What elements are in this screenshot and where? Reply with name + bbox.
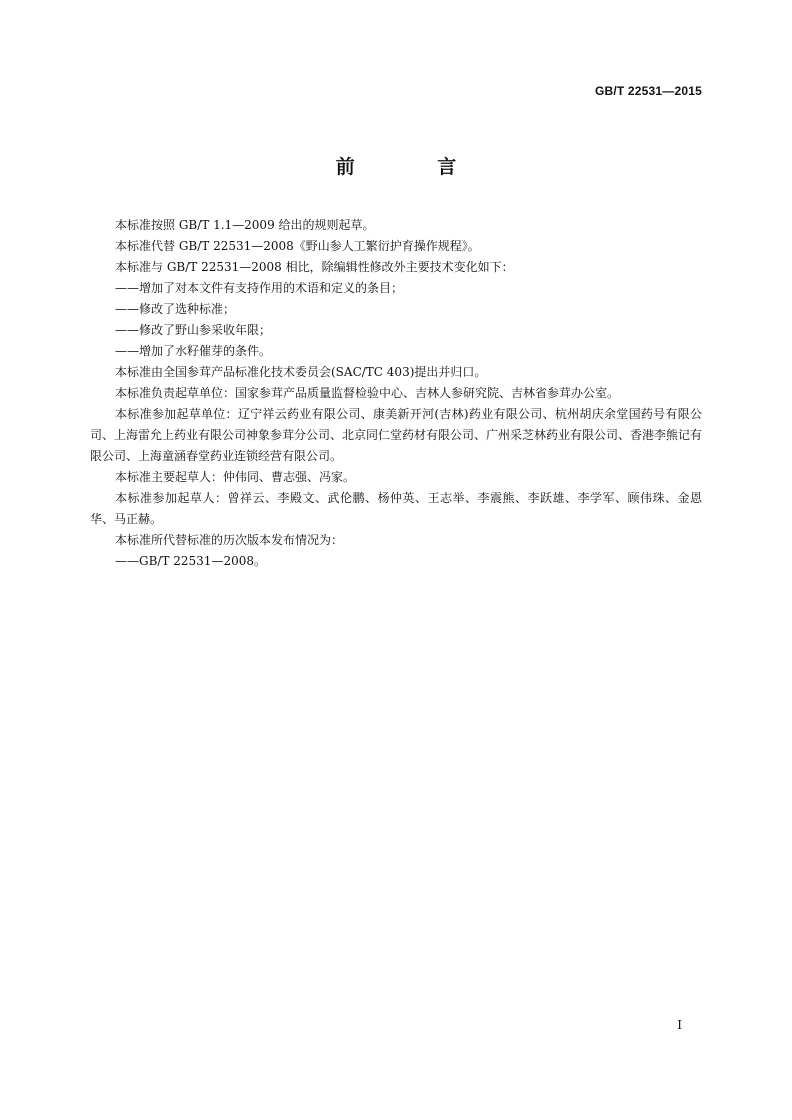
version-item: ——GB/T 22531—2008。 [115,554,266,568]
change-item: ——修改了野山参采收年限； [115,323,272,337]
paragraph-main-drafters: 本标准主要起草人：仲伟同、曹志强、冯家。 [115,470,356,484]
paragraph-proposed-by: 本标准由全国参茸产品标准化技术委员会(SAC/TC 403)提出并归口。 [115,365,487,379]
change-item: ——增加了对本文件有支持作用的术语和定义的条目； [115,281,404,295]
foreword-body [90,215,702,572]
paragraph-participating-drafters: 本标准参加起草人：曾祥云、李殿文、武伦鹏、杨仲英、王志举、李震熊、李跃雄、李学军、顾伟珠、金恩华、马正赫。 [90,491,702,526]
standard-number: GB/T 22531—2015 [594,84,702,98]
paragraph-participating-orgs: 本标准参加起草单位：辽宁祥云药业有限公司、康美新开河(吉林)药业有限公司、杭州胡庆余堂国药号有限公司、上海雷允上药业有限公司神象参茸分公司、北京同仁堂药材有限公司、广州采芝林药业有限公司、香港李熊记有限公司、上海童涵春堂药业连锁经营有限公司。 [90,407,703,463]
paragraph-lead-drafters-org: 本标准负责起草单位：国家参茸产品质量监督检验中心、吉林人参研究院、吉林省参茸办公室。 [115,386,620,400]
page-number: I [677,1018,682,1032]
change-item: ——增加了水籽催芽的条件。 [115,344,272,358]
change-item: ——修改了选种标准； [115,302,236,316]
paragraph-replaces: 本标准代替 GB/T 22531—2008《野山参人工繁衍护育操作规程》。 [115,239,480,253]
paragraph-changes-intro: 本标准与 GB/T 22531—2008 相比，除编辑性修改外主要技术变化如下： [115,260,514,274]
paragraph-drafting-rules: 本标准按照 GB/T 1.1—2009 给出的规则起草。 [115,218,375,232]
paragraph-version-history-intro: 本标准所代替标准的历次版本发布情况为： [115,533,344,547]
page-title: 前 言 [335,156,495,178]
